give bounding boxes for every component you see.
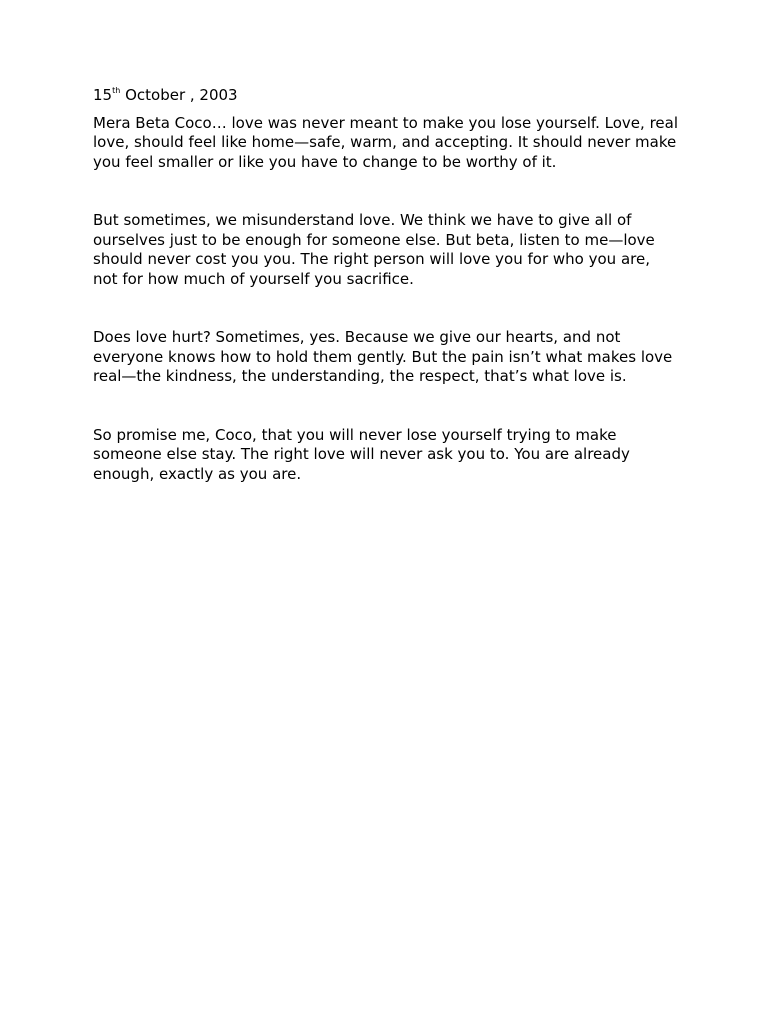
date-day-suffix: th xyxy=(112,86,121,95)
date-day: 15 xyxy=(93,86,113,104)
letter-paragraph-2: But sometimes, we misunderstand love. We think we have to give all of ourselves just to be enough for someone else. But beta, listen to me—love should never cost you you. The right person will love you for who you are, not for how much of yourself you sacrifice. xyxy=(93,211,655,288)
letter-date xyxy=(93,86,678,106)
date-rest: October , 2003 xyxy=(120,86,238,104)
letter-paragraph-1: Mera Beta Coco… love was never meant to make you lose yourself. Love, real love, should feel like home—safe, warm, and accepting. It should never make you feel smaller or like you have to change to be worthy of it. xyxy=(93,113,678,171)
letter-paragraph-3: Does love hurt? Sometimes, yes. Because we give our hearts, and not everyone knows how to hold them gently. But the pain isn’t what makes love real—the kindness, the understanding, the respect, that’s what love is. xyxy=(93,328,673,385)
letter-paragraph-4: So promise me, Coco, that you will never lose yourself trying to make someone else stay. The right love will never ask you to. You are already enough, exactly as you are. xyxy=(93,425,630,483)
letter-body xyxy=(93,86,678,484)
